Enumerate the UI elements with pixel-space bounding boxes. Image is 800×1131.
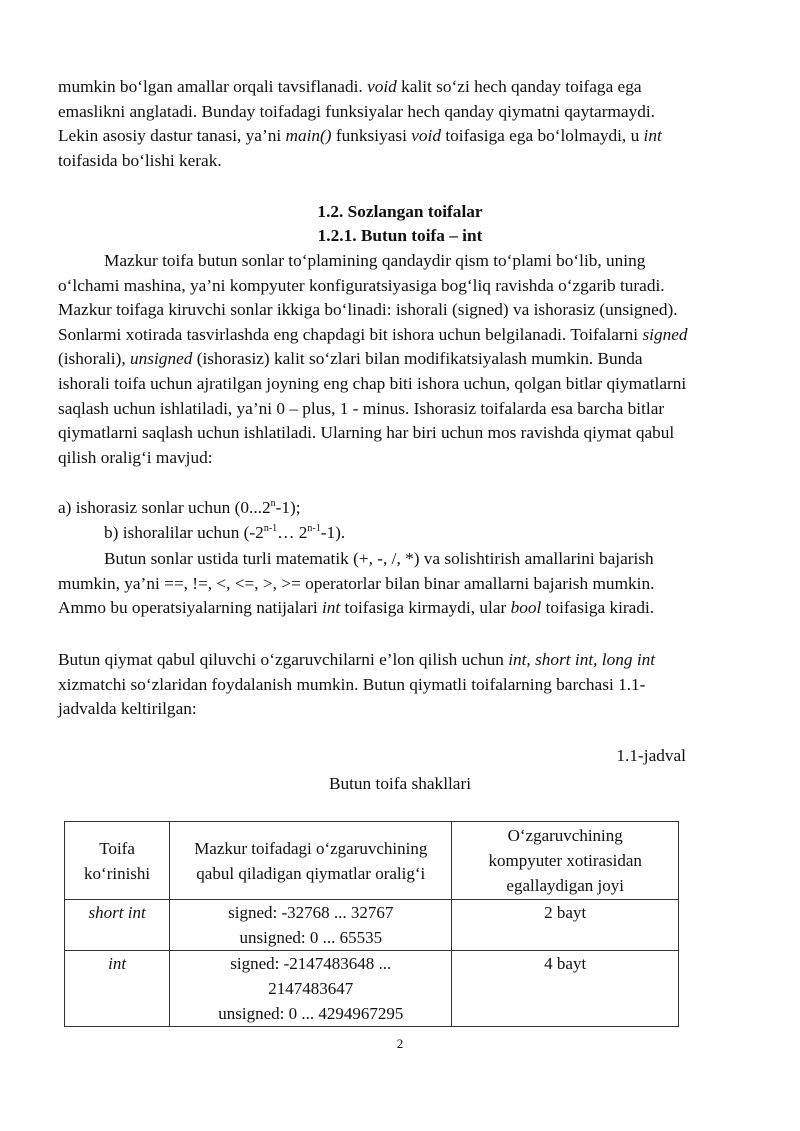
range-cell (170, 951, 452, 1027)
text-run: kalit so‘zi hech qanday toifaga ega emaslikni anglatadi. Bunday toifadagi funksiyalar hech qanday qiymatni qaytarmaydi. Lekin asosiy dastur tanasi, ya’ni (58, 77, 655, 146)
table-row (65, 951, 679, 1027)
cell-line: Mazkur toifadagi o‘zgaruvchining (194, 838, 428, 858)
italic-term: void (411, 126, 442, 146)
text-run: Mazkur toifa butun sonlar to‘plamining qandaydir qism to‘plami bo‘lib, uning o‘lchami mashina, ya’ni kompyuter konfiguratsiyasiga bog‘liq ravishda o‘zgarib turadi. Mazkur toifaga kiruvchi sonlar ikkiga bo‘linadi: ishorali (signed) va ishorasiz (unsigned). Sonlarmi xotirada tasvirlashda eng chapdagi bit ishora uchun belgilanadi. Toifalarni (58, 251, 678, 344)
integer-types-table (64, 821, 679, 1027)
cell-line: signed: -32768 ... 32767 (228, 903, 394, 922)
section-heading: 1.2. Sozlangan toifalar (317, 202, 483, 221)
italic-term: unsigned (130, 349, 193, 369)
text-run: toifasiga ega bo‘lolmaydi, u (441, 126, 644, 146)
italic-term: main() (285, 126, 332, 146)
italic-term: int (321, 598, 341, 618)
range-cell (170, 900, 452, 951)
cell-line: signed: -2147483648 ... (230, 954, 392, 973)
text-run: toifasiga kirmaydi, ular (340, 598, 511, 618)
text-run: Butun qiymat qabul qiluvchi o‘zgaruvchilarni e’lon qilish uchun (58, 650, 509, 669)
size-cell: 2 bayt (452, 900, 679, 951)
header-type-cell (65, 822, 170, 900)
cell-line: unsigned: 0 ... 4294967295 (218, 1004, 404, 1023)
text-run: toifasida bo‘lishi kerak. (58, 150, 222, 170)
italic-term: bool (510, 598, 542, 618)
list-item-b: b) ishoralilar uchun (-2$^{n-1}$… 2$^{n-1}$-1). (104, 523, 346, 542)
type-cell: int (65, 951, 170, 1027)
text-run: xizmatchi so‘zlaridan foydalanish mumkin. Butun qiymatli toifalarning barchasi 1.1-jadvalda keltirilgan: (58, 674, 646, 719)
cell-line: qabul qiladigan qiymatlar oralig‘i (196, 863, 426, 883)
cell-line: Toifa (99, 838, 135, 858)
header-size-cell (452, 822, 679, 900)
subsection-heading: 1.2.1. Butun toifa – int (317, 226, 483, 245)
body-paragraph-3 (58, 648, 688, 722)
cell-line: O‘zgaruvchining (507, 826, 623, 845)
cell-line: 2147483647 (268, 979, 354, 998)
text-run: toifasiga kiradi. (541, 598, 655, 618)
italic-term: int (643, 126, 662, 146)
size-cell: 4 bayt (452, 951, 679, 1027)
page-number: 2 (396, 1036, 404, 1051)
text-run: (ishorasiz) kalit so‘zlari bilan modifikatsiyalash mumkin. Bunda ishorali toifa uchun ajratilgan joyning eng chap biti ishora uchun, qolgan bitlar qiymatlarni saqlash uchun ishlatiladi, ya’ni 0 – plus, 1 - minus. Ishorasiz toifalarda esa barcha bitlar qiymatlarni saqlash uchun ishlatiladi. Ularning har biri uchun mos ravishda qiymat qabul qilish oralig‘i mavjud: (58, 349, 687, 467)
cell-line: unsigned: 0 ... 65535 (239, 928, 383, 947)
text-run: mumkin bo‘lgan amallar orqali tavsiflanadi. (58, 77, 368, 96)
table-row (65, 900, 679, 951)
text-run: (ishorali), (58, 349, 130, 369)
body-paragraph-1 (58, 249, 688, 470)
cell-line: ko‘rinishi (84, 863, 151, 883)
italic-term: signed (642, 324, 688, 344)
table-header-row (65, 822, 679, 900)
italic-term: void (367, 77, 397, 96)
table-label: 1.1-jadval (616, 746, 686, 765)
cell-line: kompyuter xotirasidan (488, 851, 642, 870)
header-range-cell (170, 822, 452, 900)
type-cell: short int (65, 900, 170, 951)
cell-line: egallaydigan joyi (506, 876, 624, 895)
body-paragraph-2 (58, 547, 688, 621)
text-run: Butun sonlar ustida turli matematik (+, -, /, *) va solishtirish amallarini bajarish mumkin, ya’ni ==, !=, <, <=, >, >= operatorlar bilan binar amallarni bajarish mumkin. Ammo bu operatsiyalarning natijalari (58, 549, 655, 618)
text-run: funksiyasi (331, 126, 412, 146)
list-item-a: a) ishorasiz sonlar uchun (0...2$^n$-1); (58, 498, 301, 517)
table-caption: Butun toifa shakllari (328, 774, 472, 793)
intro-paragraph (58, 75, 688, 173)
italic-term: int, short int, long int (508, 650, 656, 669)
